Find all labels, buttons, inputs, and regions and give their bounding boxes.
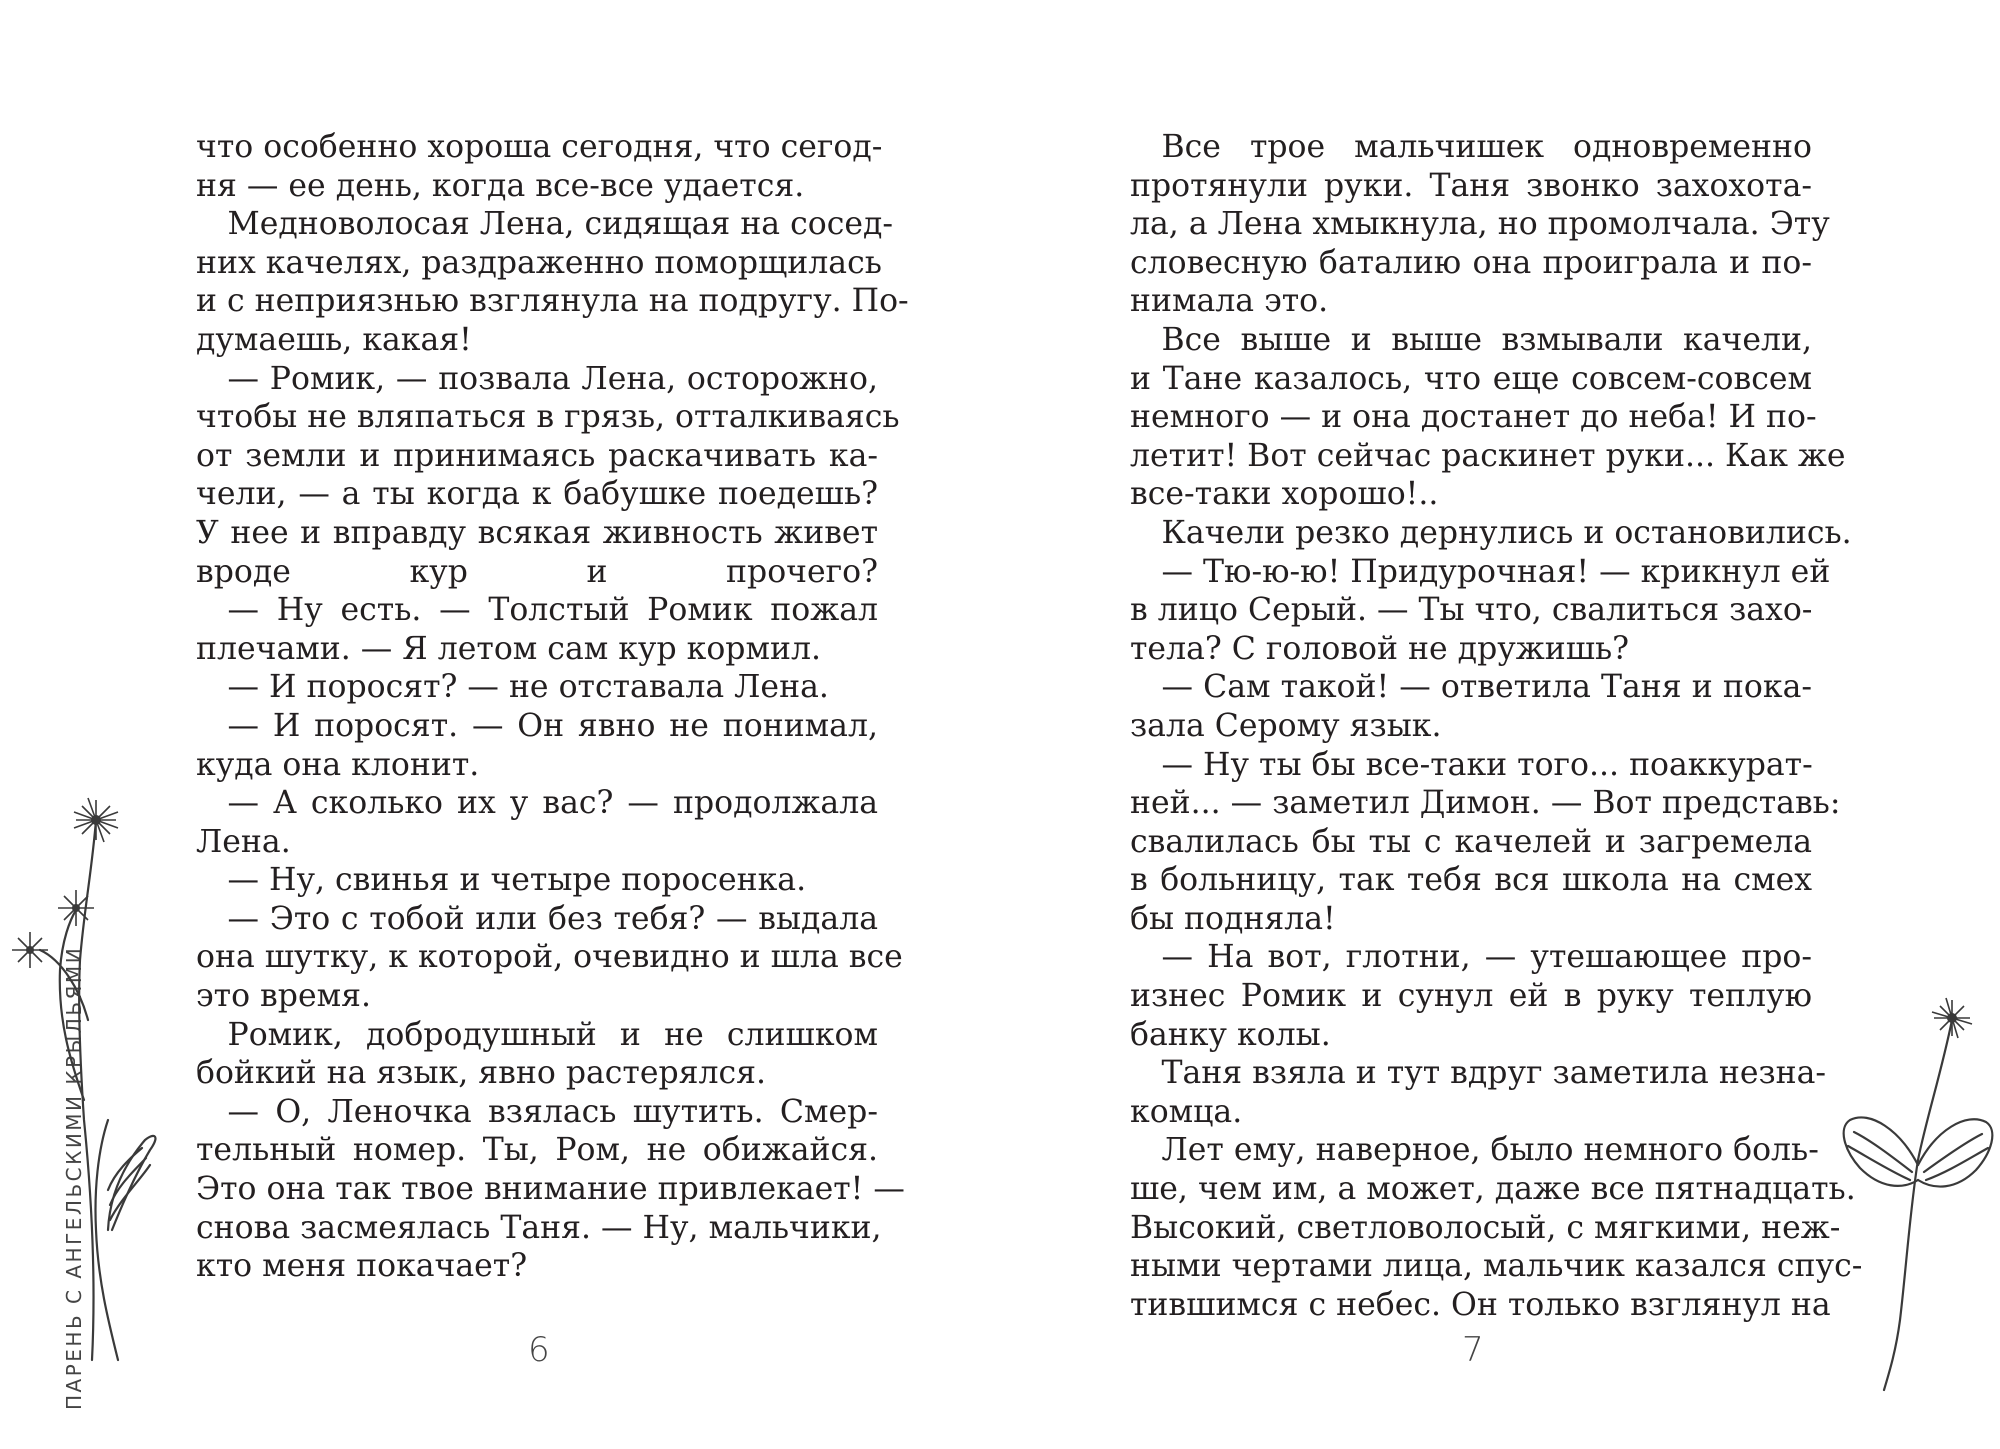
right-text-line: немного — и она достанет до неба! И по- xyxy=(1130,399,1817,436)
right-text-line: и Тане казалось, что еще совсем-совсем xyxy=(1130,360,1812,397)
right-text-line: свалилась бы ты с качелей и загремела xyxy=(1130,823,1812,860)
right-text-line: банку колы. xyxy=(1130,1016,1331,1053)
right-text-line: Все трое мальчишек одновременно xyxy=(1130,129,1812,165)
left-text-line: куда она клонит. xyxy=(196,746,480,783)
left-text-line: Лена. xyxy=(196,823,291,860)
page-number-left: 6 xyxy=(528,1330,550,1370)
left-text-line: думаешь, какая! xyxy=(196,321,472,358)
right-text-line: — Ну ты бы все-таки того... поаккурат- xyxy=(1130,746,1813,783)
left-text-line: снова засмеялась Таня. — Ну, мальчики, xyxy=(196,1209,882,1246)
left-text-line: — О, Леночка взялась шутить. Смер- xyxy=(196,1093,878,1130)
right-text-line: словесную баталию она проиграла и по- xyxy=(1130,244,1812,281)
left-text-line: Ромик, добродушный и не слишком xyxy=(196,1016,878,1053)
left-text-line: это время. xyxy=(196,978,371,1015)
right-text-line: тившимся с небес. Он только взглянул на xyxy=(1130,1286,1831,1323)
right-text-line: — Сам такой! — ответила Таня и пока- xyxy=(1130,669,1812,706)
left-text-line: У нее и вправду всякая живность живет xyxy=(196,514,878,551)
left-text-line: — Ну есть. — Толстый Ромик пожал xyxy=(196,592,878,629)
right-text-line: протянули руки. Таня звонко захохота- xyxy=(1130,167,1812,204)
right-text-line: Все выше и выше взмывали качели, xyxy=(1130,321,1812,358)
left-text-line: бойкий на язык, явно растерялся. xyxy=(196,1055,767,1092)
right-text-line: Высокий, светловолосый, с мягкими, неж- xyxy=(1130,1209,1841,1246)
left-text-line: она шутку, к которой, очевидно и шла все xyxy=(196,939,903,976)
right-text-line: комца. xyxy=(1130,1093,1243,1130)
left-text-line: — А сколько их у вас? — продолжала xyxy=(196,785,878,822)
right-text-line: — Тю-ю-ю! Придурочная! — крикнул ей xyxy=(1130,553,1831,590)
dandelion-wings-illustration-right xyxy=(1830,990,2000,1410)
left-text-line: от земли и принимаясь раскачивать ка- xyxy=(196,437,878,474)
left-text-line: чели, — а ты когда к бабушке поедешь? xyxy=(196,476,878,513)
left-text-line: чтобы не вляпаться в грязь, отталкиваясь xyxy=(196,399,900,436)
left-text-line: них качелях, раздраженно поморщилась xyxy=(196,244,882,281)
right-text-line: в больницу, так тебя вся школа на смех xyxy=(1130,862,1812,899)
dandelion-head-icon xyxy=(12,798,118,968)
right-text-line: ла, а Лена хмыкнула, но промолчала. Эту xyxy=(1130,206,1830,243)
running-head: ПАРЕНЬ С АНГЕЛЬСКИМИ КРЫЛЬЯМИ xyxy=(62,945,86,1410)
right-page-text xyxy=(1130,128,1863,1324)
right-text-line: ней... — заметил Димон. — Вот представь: xyxy=(1130,785,1841,822)
left-text-line: и с неприязнью взглянула на подругу. По- xyxy=(196,283,909,320)
right-text-line: Лет ему, наверное, было немного боль- xyxy=(1130,1132,1819,1169)
left-text-line: — Ромик, — позвала Лена, осторожно, xyxy=(196,360,878,397)
right-text-line: Таня взяла и тут вдруг заметила незна- xyxy=(1130,1055,1827,1092)
left-text-line: тельный номер. Ты, Ром, не обижайся. xyxy=(196,1132,878,1169)
left-text-line: — И поросят? — не отставала Лена. xyxy=(196,669,829,706)
right-text-line: — На вот, глотни, — утешающее про- xyxy=(1130,939,1812,976)
left-text-line: Медноволосая Лена, сидящая на сосед- xyxy=(196,206,894,243)
right-text-line: бы подняла! xyxy=(1130,900,1336,937)
right-text-line: в лицо Серый. — Ты что, свалиться захо- xyxy=(1130,592,1813,629)
right-text-line: ными чертами лица, мальчик казался спус- xyxy=(1130,1248,1863,1285)
left-page-text xyxy=(196,128,909,1286)
right-text-line: летит! Вот сейчас раскинет руки... Как же xyxy=(1130,437,1846,474)
right-text-line: тела? С головой не дружишь? xyxy=(1130,630,1630,667)
left-text-line: кто меня покачает? xyxy=(196,1248,528,1285)
right-text-line: Качели резко дернулись и остановились. xyxy=(1130,514,1852,551)
right-text-line: изнес Ромик и сунул ей в руку теплую xyxy=(1130,978,1812,1015)
dandelion-wing-illustration-left xyxy=(0,760,175,1400)
left-text-line: плечами. — Я летом сам кур кормил. xyxy=(196,630,821,667)
left-text-line: что особенно хороша сегодня, что сегод- xyxy=(196,129,883,165)
left-text-line: — Ну, свинья и четыре поросенка. xyxy=(196,862,807,899)
left-text-line: — И поросят. — Он явно не понимал, xyxy=(196,707,878,744)
page-number-right: 7 xyxy=(1462,1330,1484,1370)
left-text-line: — Это с тобой или без тебя? — выдала xyxy=(196,900,878,937)
right-text-line: зала Серому язык. xyxy=(1130,707,1442,744)
right-text-line: ше, чем им, а может, даже все пятнадцать. xyxy=(1130,1171,1856,1208)
right-text-line: нимала это. xyxy=(1130,283,1329,320)
right-text-line: все-таки хорошо!.. xyxy=(1130,476,1439,513)
left-text-line: вроде кур и прочего? xyxy=(196,553,878,590)
left-text-line: ня — ее день, когда все-все удается. xyxy=(196,167,805,204)
left-text-line: Это она так твое внимание привлекает! — xyxy=(196,1171,905,1208)
